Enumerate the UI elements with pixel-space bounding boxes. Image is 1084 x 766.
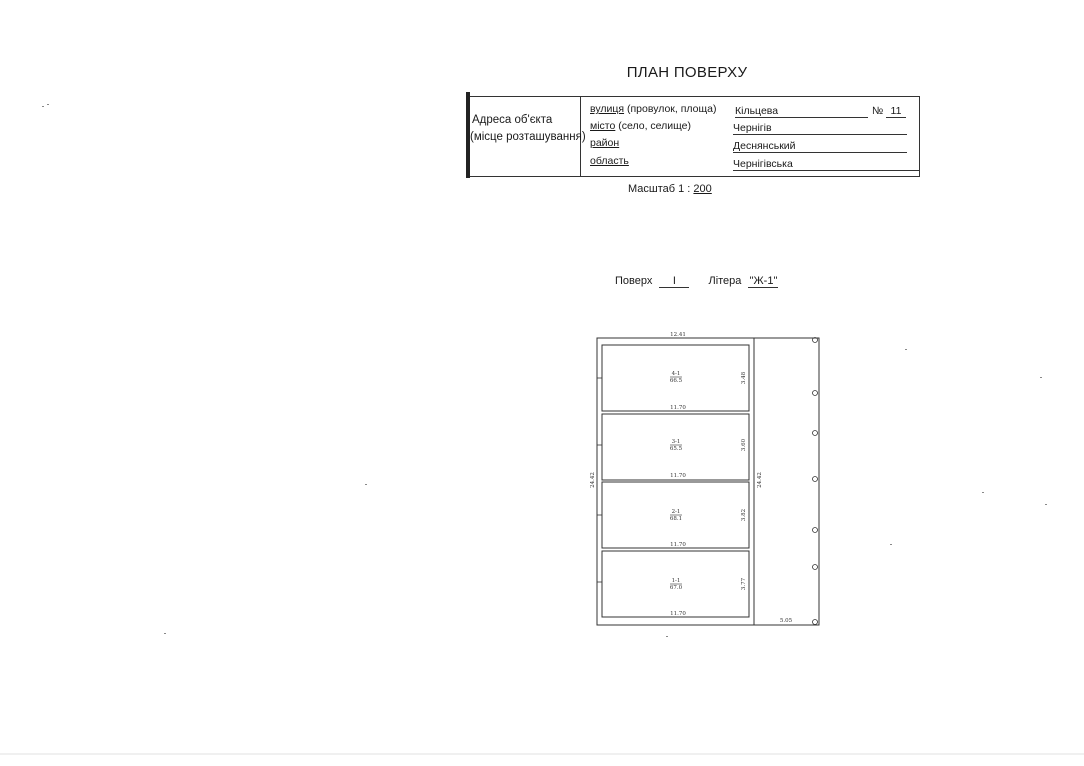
street-label-main: вулиця [590,103,625,115]
room-1-area: 67.0 [669,585,683,591]
overall-height-right-label: 24.42 [757,472,763,488]
region-label-main: область [590,155,629,167]
room-2-label: 2-1 [671,509,681,515]
page-title: ПЛАН ПОВЕРХУ [626,64,748,81]
floor-value: I [659,275,689,288]
scale-value: 200 [693,183,712,195]
room-2-width: 11.70 [670,542,686,548]
floor-plan-drawing [590,330,830,630]
city-value: Чернігів [733,122,907,135]
region-value: Чернігівська [733,158,919,171]
scan-edge [0,753,1084,755]
room-1-width: 11.70 [670,611,686,617]
room-4-height: 3.48 [741,371,747,385]
room-3-area: 65.5 [669,446,683,452]
address-label [470,112,586,146]
scan-speck [666,636,668,637]
scan-speck [905,349,907,350]
room-3-width: 11.70 [670,473,686,479]
room-4-area: 66.5 [669,378,683,384]
room-4-label: 4-1 [671,371,681,377]
scan-speck [1040,377,1042,378]
room-2-area: 68.1 [669,516,683,522]
number-value: 11 [886,105,906,118]
scan-speck [365,484,367,485]
scan-speck [47,104,49,105]
floor-line [615,275,778,288]
room-4-width: 11.70 [670,405,686,411]
scale-label: Масштаб [628,183,676,195]
room-1-label: 1-1 [671,578,681,584]
scale-prefix: 1 : [678,183,691,195]
district-label-main: район [590,137,620,149]
room-3-height: 3.60 [741,438,747,452]
side-width-label: 5.05 [779,618,793,624]
scan-speck [1045,504,1047,505]
room-2-height: 3.82 [741,508,747,522]
district-label [590,137,619,149]
number-label: № [872,105,884,117]
street-label-rest: (провулок, площа) [624,103,717,115]
scan-speck [164,633,166,634]
city-label-rest: (село, селище) [615,120,692,132]
overall-height-left-label: 24.42 [590,472,596,488]
address-label-line2: (місце розташування) [470,131,586,143]
street-value: Кільцева [735,105,868,118]
litera-value: "Ж-1" [749,275,778,287]
scan-speck [982,492,984,493]
wall-ticks [597,378,602,582]
scan-speck [890,544,892,545]
address-label-line1: Адреса об'єкта [472,114,553,126]
side-markers [813,338,818,625]
room-1-height: 3.77 [741,577,747,591]
scale-line [628,183,712,195]
city-label-main: місто [590,120,616,132]
district-value: Деснянський [733,140,907,153]
region-label [590,155,629,167]
scan-speck [42,106,44,107]
city-label [590,120,691,132]
overall-width-label: 12.41 [670,332,686,338]
street-label [590,103,716,115]
room-3-label: 3-1 [671,439,681,445]
litera-label: Літера [708,275,742,287]
floor-label: Поверх [615,275,653,287]
